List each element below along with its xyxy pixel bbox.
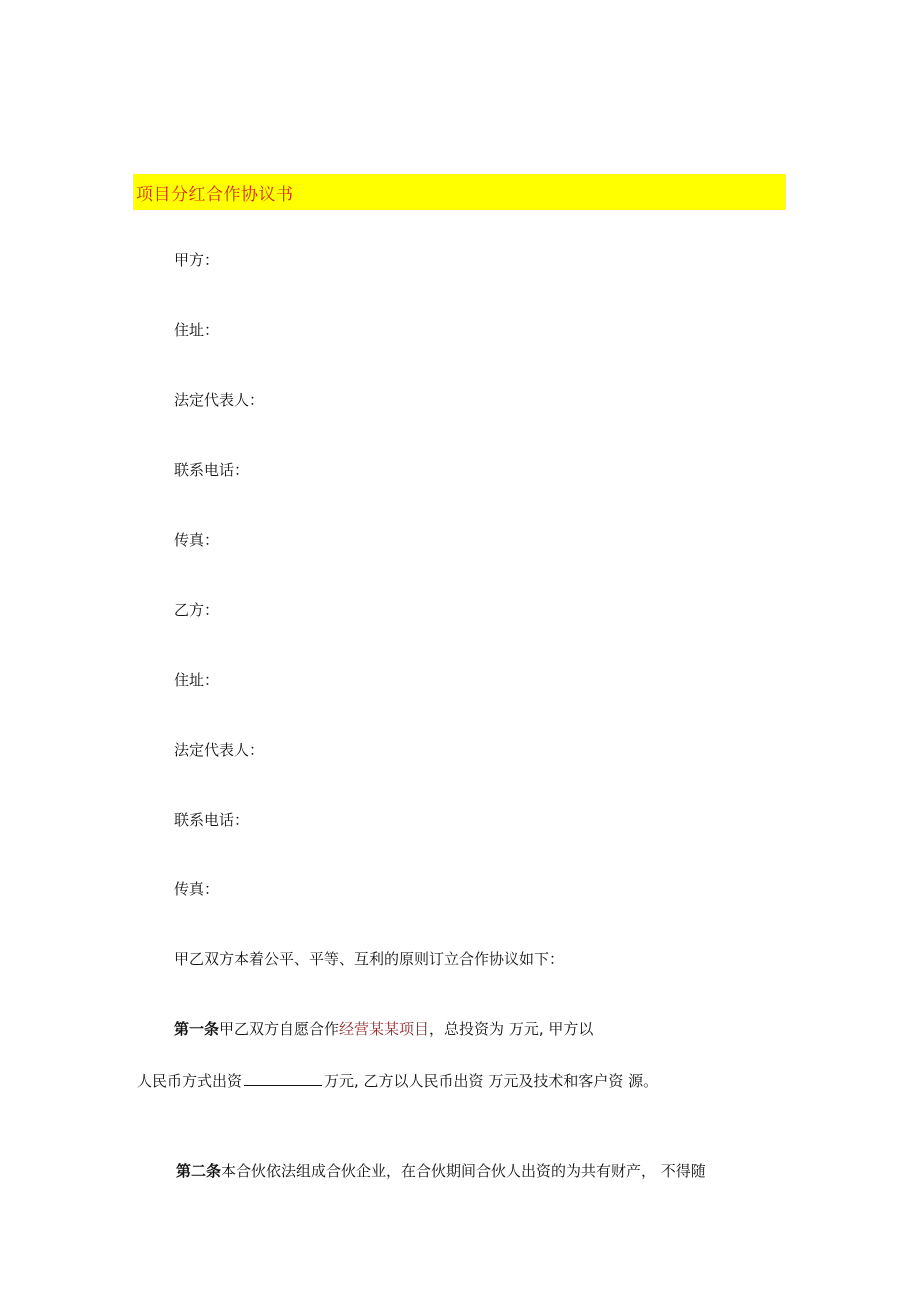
party-b-fax-label: 传真： xyxy=(174,880,220,898)
party-b-address-label: 住址： xyxy=(174,671,220,689)
party-a-label: 甲方： xyxy=(174,251,220,269)
party-a-legal-rep-label: 法定代表人： xyxy=(174,391,265,409)
article-2-text: 本合伙依法组成合伙企业，在合伙期间合伙人出资的为共有财产， 不得随 xyxy=(221,1162,706,1180)
party-a-fax-label: 传真： xyxy=(174,531,220,549)
article-1-line-1 xyxy=(174,1019,593,1039)
document-title: 项目分红合作协议书 xyxy=(136,184,294,205)
article-1-line-2-b: 万元, 乙方以人民币出资 万元及技术和客户资 源。 xyxy=(324,1072,659,1090)
article-1-line-2 xyxy=(137,1071,658,1091)
article-1-text-b: ，总投资为 万元, 甲方以 xyxy=(429,1020,594,1038)
article-2-heading: 第二条 xyxy=(176,1162,222,1180)
party-b-phone-label: 联系电话： xyxy=(174,811,250,829)
article-1-project-name: 经营某某项目 xyxy=(339,1020,430,1038)
article-1-heading: 第一条 xyxy=(174,1020,220,1038)
party-b-legal-rep-label: 法定代表人： xyxy=(174,741,265,759)
investment-blank-line[interactable] xyxy=(244,1071,322,1086)
article-2-line-1 xyxy=(176,1161,706,1181)
intro-paragraph: 甲乙双方本着公平、平等、互利的原则订立合作协议如下： xyxy=(174,950,565,968)
party-b-label: 乙方： xyxy=(174,601,220,619)
title-highlight-bar xyxy=(133,174,786,210)
party-a-phone-label: 联系电话： xyxy=(174,461,250,479)
article-1-text-a: 甲乙双方自愿合作 xyxy=(219,1020,340,1038)
article-1-line-2-a: 人民币方式出资 xyxy=(137,1072,243,1090)
party-a-address-label: 住址： xyxy=(174,321,220,339)
